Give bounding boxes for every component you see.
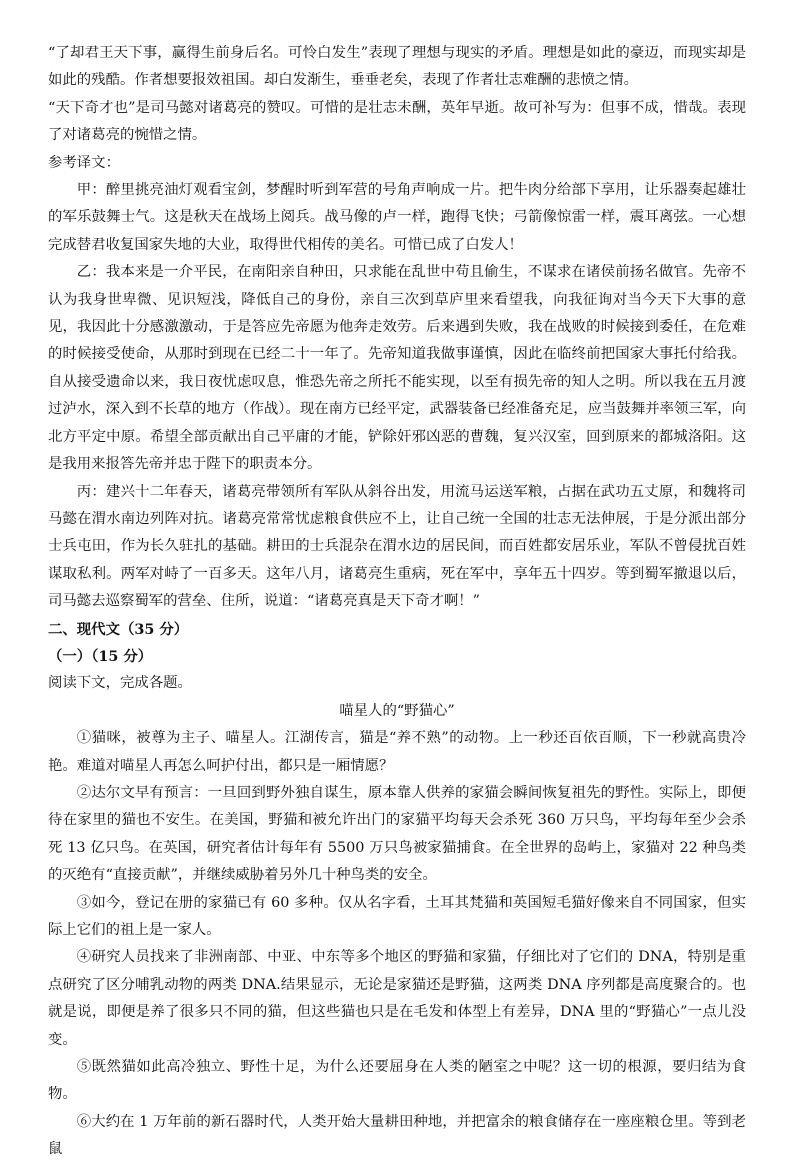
translation-yi: 乙：我本来是一介平民，在南阳亲自种田，只求能在乱世中苟且偷生，不谋求在诸侯前扬名做官。先帝不认为我身世卑微、见识短浅，降低自己的身份，亲自三次到草庐里来看望我，向我征询对当今天下大事的意见，我因此十分感激激动，于是答应先帝愿为他奔走效劳。后来遇到失败，我在战败的时候接到委任，在危难的时候接受使命，从那时到现在已经二十一年了。先帝知道我做事谨慎，因此在临终前把国家大事托付给我。自从接受遗命以来，我日夜忧虑叹息，惟恐先帝之所托不能实现，以至有损先帝的知人之明。所以我在五月渡过泸水，深入到不长草的地方（作战）。现在南方已经平定，武器装备已经准备充足，应当鼓舞并率领三军，向北方平定中原。希望全部贡献出自己平庸的才能，铲除奸邪凶恶的曹魏，复兴汉室，回到原来的都城洛阳。这是我用来报答先帝并忠于陛下的职责本分。	[48, 264, 746, 473]
section-heading: 二、现代文（35 分）	[48, 620, 189, 638]
subsection-heading: （一）（15 分）	[48, 647, 153, 665]
article-title: 喵星人的“野猫心”	[339, 702, 455, 719]
article-paragraph: ④研究人员找来了非洲南部、中亚、中东等多个地区的野猫和家猫，仔细比对了它们的 DNA，特别是重点研究了区分哺乳动物的两类 DNA.结果显示，无论是家猫还是野猫，这两类 DNA 序列都是高度聚合的。也就是说，即便是养了很多只不同的猫，但这些猫也只是在毛发和体型上有差异，DNA 里的“野猫心”一点儿没变。	[48, 949, 746, 1048]
article-paragraph: ①猫咪，被尊为主子、喵星人。江湖传言，猫是“养不熟”的动物。上一秒还百依百顺，下一秒就高贵冷艳。难道对喵星人再怎么呵护付出，都只是一厢情愿？	[48, 730, 746, 774]
article-paragraph: ⑥大约在 1 万年前的新石器时代，人类开始大量耕田种地，并把富余的粮食储存在一座座粮仓里。等到老鼠	[48, 1113, 746, 1158]
translation-bing: 丙：建兴十二年春天，诸葛亮带领所有军队从斜谷出发，用流马运送军粮，占据在武功五丈原，和魏将司马懿在渭水南边列阵对抗。诸葛亮常常忧虑粮食供应不上，让自己统一全国的壮志无法伸展，于是分派出部分士兵屯田，作为长久驻扎的基础。耕田的士兵混杂在渭水边的居民间，而百姓都安居乐业，军队不曾侵扰百姓谋取私利。两军对峙了一百多天。这年八月，诸葛亮生重病，死在军中，享年五十四岁。等到蜀军撤退以后，司马懿去巡察蜀军的营垒、住所，说道：“诸葛亮真是天下奇才啊！”	[48, 483, 746, 610]
analysis-paragraph-1: “了却君王天下事，赢得生前身后名。可怜白发生”表现了理想与现实的矛盾。理想是如此的豪迈，而现实却是如此的残酷。作者想要报效祖国。却白发渐生，垂垂老矣，表现了作者壮志难酬的悲愤之情。	[48, 45, 746, 89]
article-paragraph: ⑤既然猫如此高冷独立、野性十足，为什么还要屈身在人类的陋室之中呢？这一切的根源，要归结为食物。	[48, 1059, 746, 1103]
analysis-paragraph-2: “天下奇才也”是司马懿对诸葛亮的赞叹。可惜的是壮志未酬，英年早逝。故可补写为：但事不成，惜哉。表现了对诸葛亮的惋惜之情。	[48, 99, 746, 144]
translation-heading: 参考译文：	[48, 154, 120, 171]
document-page	[48, 40, 746, 1164]
article-paragraph: ②达尔文早有预言：一旦回到野外独自谋生，原本靠人供养的家猫会瞬间恢复祖先的野性。实际上，即便待在家里的猫也不安生。在美国，野猫和被允许出门的家猫平均每天会杀死 360 万只鸟，平均每年至少会杀死 13 亿只鸟。在英国，研究者估计每年有 5500 万只鸟被家猫捕食。在全世界的岛屿上，家猫对 22 种鸟类的灭绝有“直接贡献”，并继续威胁着另外几十种鸟类的安全。	[48, 784, 746, 884]
article-paragraph: ③如今，登记在册的家猫已有 60 多种。仅从名字看，土耳其梵猫和英国短毛猫好像来自不同国家，但实际上它们的祖上是一家人。	[48, 894, 746, 938]
reading-instruction: 阅读下文，完成各题。	[48, 675, 192, 692]
translation-jia: 甲：醉里挑亮油灯观看宝剑，梦醒时听到军营的号角声响成一片。把牛肉分给部下享用，让乐器奏起雄壮的军乐鼓舞士气。这是秋天在战场上阅兵。战马像的卢一样，跑得飞快；弓箭像惊雷一样，震耳离弦。一心想完成替君收复国家失地的大业，取得世代相传的美名。可惜已成了白发人！	[48, 182, 746, 253]
